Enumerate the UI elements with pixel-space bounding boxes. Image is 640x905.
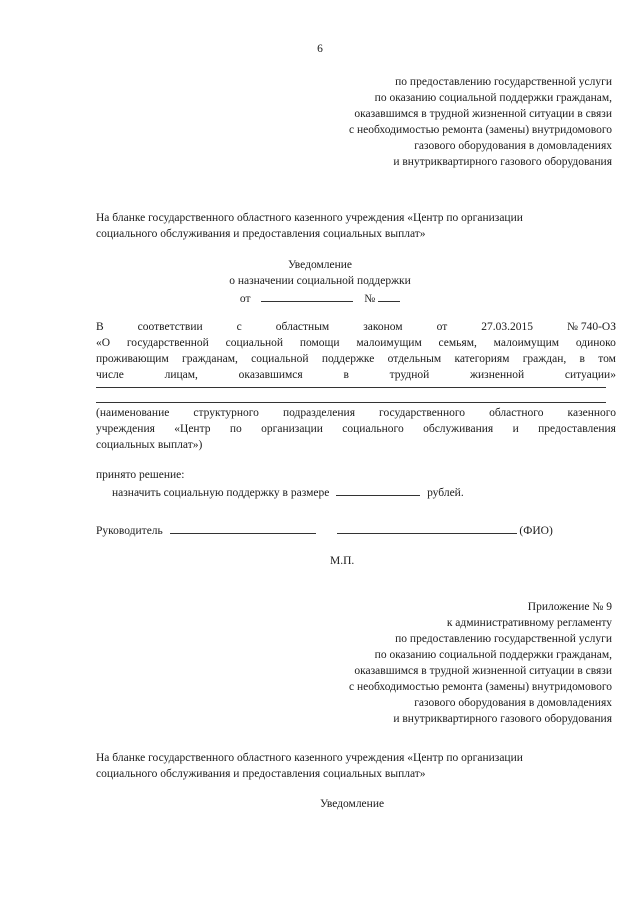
notice-title: Уведомление [287,259,353,271]
header-line: газового оборудования в домовладениях [414,140,612,152]
head-label: Руководитель [96,525,163,537]
appendix-line: и внутриквартирного газового оборудования [393,713,612,725]
fio-label: (ФИО) [519,525,553,537]
header-line: по оказанию социальной поддержки гражданам, [374,92,612,104]
appendix-line: по оказанию социальной поддержки гражданам, [374,649,612,661]
amount-field[interactable] [336,484,420,496]
appendix-line: с необходимостью ремонта (замены) внутридомового [348,681,612,693]
org-caption-line-3: социальных выплат») [96,439,203,451]
org-name-line[interactable] [96,402,606,403]
header-line: по предоставлению государственной услуги [395,76,612,88]
signature-field[interactable] [170,522,316,534]
from-label: от [239,293,251,305]
appendix-title: Приложение № 9 [527,601,612,613]
notice-date-number [0,290,640,307]
signature-line [96,522,553,539]
blank-note-line: На бланке государственного областного казенного учреждения «Центр по организации [96,212,523,224]
decision-label: принято решение: [96,469,185,481]
decision-unit: рублей. [427,487,464,499]
decision-text: назначить социальную поддержку в размере [112,487,330,499]
fio-field[interactable] [337,522,517,534]
org-name-line[interactable] [96,387,606,388]
appendix-line: газового оборудования в домовладениях [414,697,612,709]
blank-note-2-line: социального обслуживания и предоставления социальных выплат» [96,768,426,780]
header-line: оказавшимся в трудной жизненной ситуации в связи [354,108,612,120]
blank-note-line: социального обслуживания и предоставления социальных выплат» [96,228,426,240]
decision-line [112,484,464,501]
appendix-line: к административному регламенту [446,617,612,629]
body-line-4: числе лицам, оказавшимся в трудной жизненной ситуации» [96,369,616,381]
stamp-place: М.П. [330,555,355,567]
date-field[interactable] [261,290,353,302]
header-line: с необходимостью ремонта (замены) внутридомового [348,124,612,136]
body-line-2: «О государственной социальной помощи малоимущим семьям, малоимущим одиноко [96,337,616,349]
notice-subtitle: о назначении социальной поддержки [229,275,411,287]
org-caption-line-1: (наименование структурного подразделения государственного областного казенного [96,407,616,419]
org-caption-line-2: учреждения «Центр по организации социального обслуживания и предоставления [96,423,616,435]
number-field[interactable] [378,290,400,302]
blank-note-2-line: На бланке государственного областного казенного учреждения «Центр по организации [96,752,523,764]
body-line-1: В соответствии с областным законом от 27.03.2015 № 740-ОЗ [96,321,616,333]
appendix-line: оказавшимся в трудной жизненной ситуации в связи [354,665,612,677]
notice-2-title: Уведомление [320,798,385,810]
body-line-3: проживающим гражданам, социальной поддержке отдельным категориям граждан, в том [96,353,616,365]
page-number: 6 [317,43,323,55]
header-line: и внутриквартирного газового оборудования [393,156,612,168]
number-label: № [364,293,376,305]
appendix-line: по предоставлению государственной услуги [395,633,612,645]
